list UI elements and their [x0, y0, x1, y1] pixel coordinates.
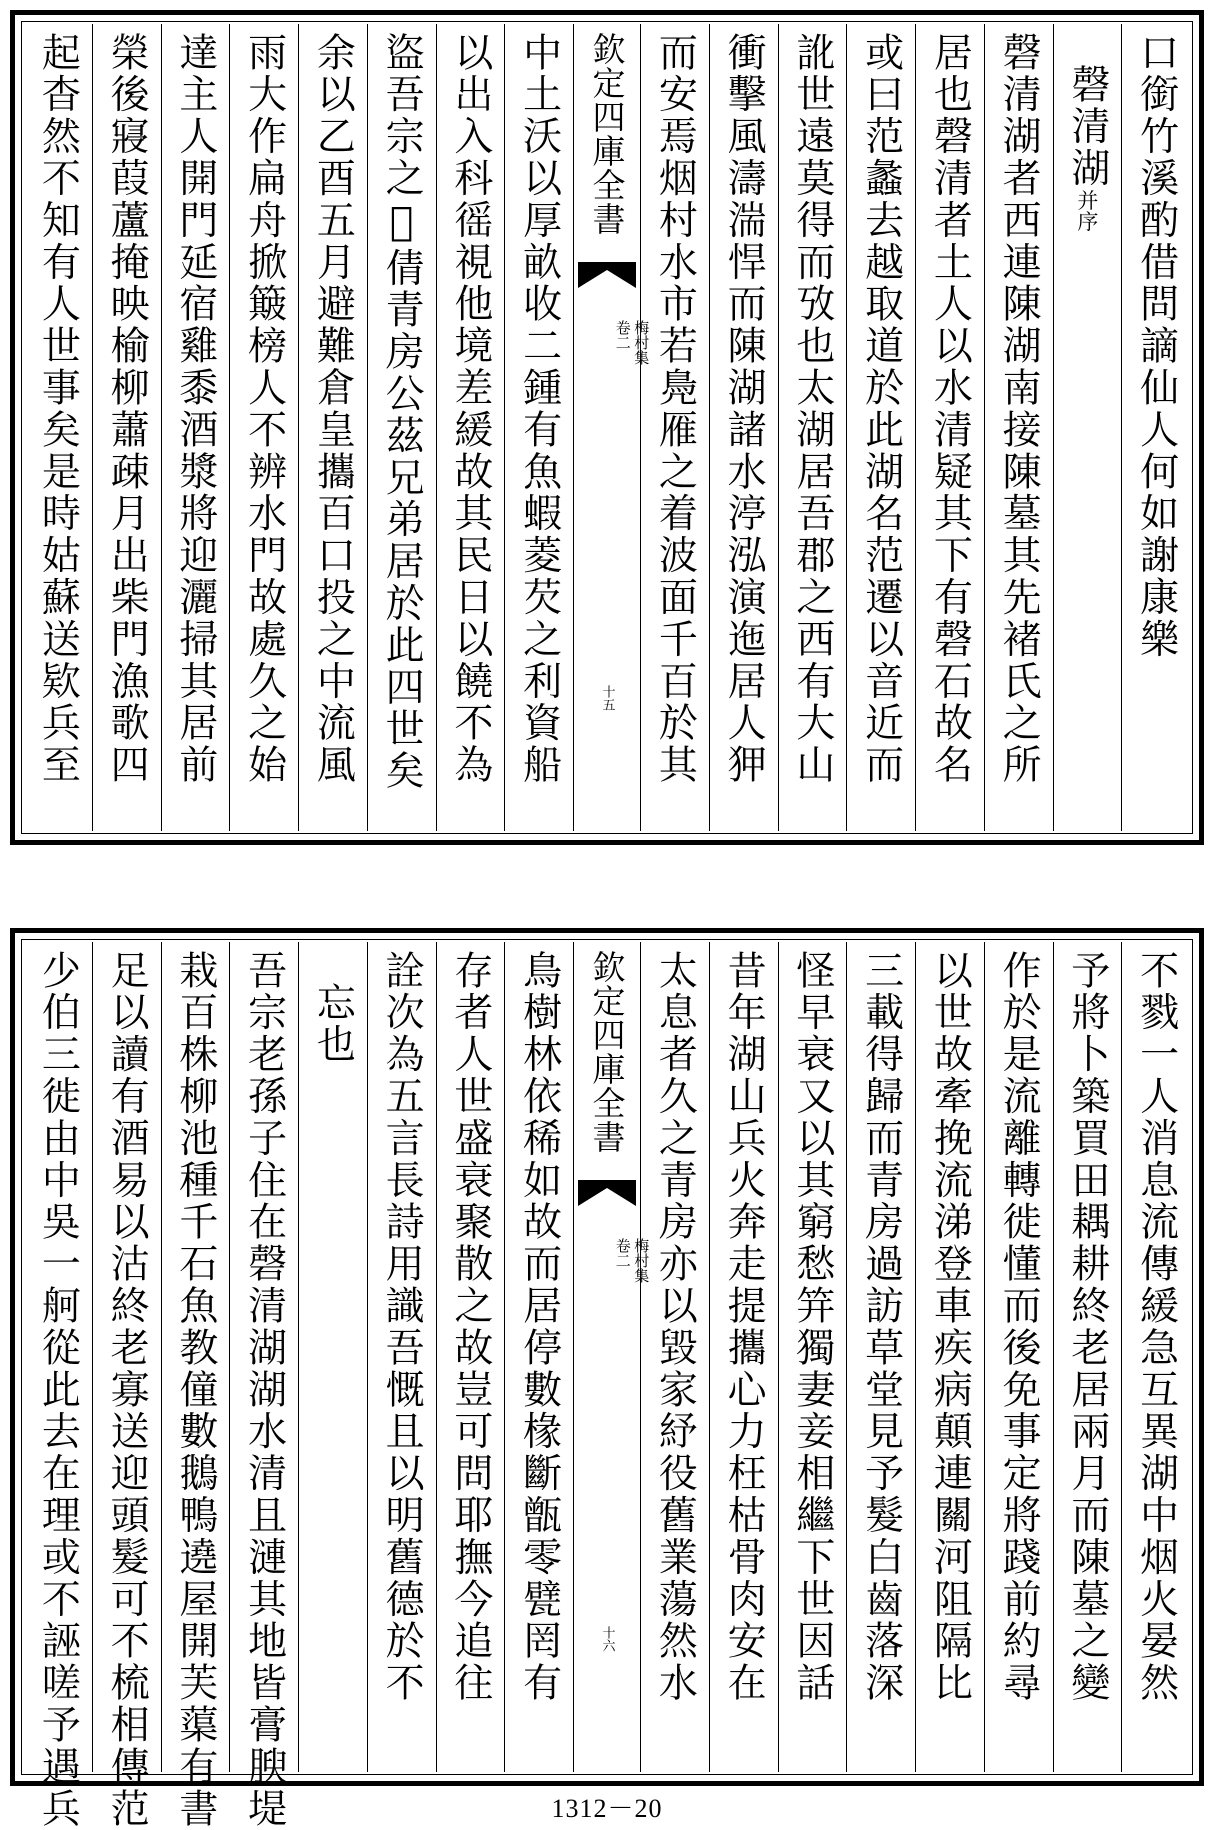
volume-number: 卷二 — [613, 320, 632, 350]
folio-number: 十六 — [599, 1626, 615, 1652]
text-column: 居也磬清者土人以水清疑其下有磬石故名 — [915, 24, 984, 831]
page-reference: 1312－20 — [551, 1794, 663, 1823]
text-column: 鳥樹林依稀如故而居停數椽斷甑零甓罔有 — [504, 942, 573, 1772]
poem-column: 吾宗老孫子住在磬清湖湖水清且漣其地皆膏腴堤 — [229, 942, 298, 1772]
poem-column: 少伯三徙由中吳一舸從此去在理或不誣嗟予遇兵 — [35, 950, 81, 1830]
text-column: 或曰范蠡去越取道於此湖名范遷以音近而 — [846, 24, 915, 831]
poem-title: 磬清湖并序 — [1064, 64, 1110, 232]
text-column: 以世故牽挽流涕登車疾病顛連關河阻隔比 — [915, 942, 984, 1772]
center-fold-column — [573, 24, 651, 831]
text-column: 口銜竹溪酌借問謫仙人何如謝康樂 — [1121, 24, 1190, 831]
text-column: 予將卜築買田耦耕終老居兩月而陳墓之變 — [1053, 942, 1122, 1772]
text-column: 余以乙酉五月避難倉皇攜百口投之中流風 — [298, 24, 367, 831]
poem-column: 栽百株柳池種千石魚教僮數鵝鴨遶屋開芙蕖有書 — [161, 942, 230, 1772]
text-column: 詮次為五言長詩用識吾慨且以明舊德於不 — [367, 942, 436, 1772]
volume-number: 卷二 — [613, 1238, 632, 1268]
text-column: 怪早衰又以其窮愁笄獨妻妾相繼下世因話 — [778, 942, 847, 1772]
text-column: 盜吾宗之𧼈倩青房公茲兄弟居於此四世矣 — [367, 24, 436, 831]
upper-page-columns — [24, 24, 1190, 831]
text-column: 忘也 — [298, 942, 367, 1772]
text-column: 中土沃以厚畝收二鍾有魚蝦菱芡之利資船 — [504, 24, 573, 831]
text-column: 存者人世盛衰聚散之故豈可問耶撫今追往 — [436, 942, 505, 1772]
folio-number: 十五 — [599, 685, 615, 711]
text-column: 昔年湖山兵火奔走提攜心力枉枯骨肉安在 — [709, 942, 778, 1772]
collection-name: 梅村集 — [632, 1238, 651, 1283]
collection-name: 梅村集 — [632, 320, 651, 365]
text-column: 而安焉烟村水市若鳧雁之着波面千百於其 — [640, 24, 709, 831]
text-column: 太息者久之青房亦以毀家紓役舊業蕩然水 — [640, 942, 709, 1772]
text-column: 三載得歸而青房過訪草堂見予髮白齒落深 — [846, 942, 915, 1772]
text-column: 衝擊風濤湍悍而陳湖諸水渟泓演迤居人狎 — [709, 24, 778, 831]
text-column: 榮後寢葭蘆掩映榆柳蕭疎月出柴門漁歌四 — [92, 24, 161, 831]
upper-page — [10, 10, 1204, 845]
book-title: 欽定四庫全書 — [587, 32, 627, 236]
text-column: 起杳然不知有人世事矣是時姑蘇送欵兵至 — [35, 32, 81, 787]
book-title: 欽定四庫全書 — [587, 950, 627, 1154]
fish-tail-mark-icon — [578, 1180, 636, 1206]
poem-column: 足以讀有酒易以沽終老寡送迎頭髮可不梳相傳范 — [92, 942, 161, 1772]
text-column: 不戮一人消息流傳緩急互異湖中烟火晏然 — [1121, 942, 1190, 1772]
text-column: 作於是流離轉徙懂而後免事定將踐前約尋 — [984, 942, 1053, 1772]
text-column: 雨大作扁舟掀簸榜人不辨水門故處久之始 — [229, 24, 298, 831]
poem-title-column — [1053, 24, 1122, 831]
center-fold-column — [573, 942, 651, 1772]
text-column: 磬清湖者西連陳湖南接陳墓其先褚氏之所 — [984, 24, 1053, 831]
text-column: 達主人開門延宿雞黍酒漿將迎灑掃其居前 — [161, 24, 230, 831]
volume-info — [565, 320, 650, 365]
poem-title-note: 并序 — [1074, 189, 1099, 232]
text-column: 以出入科徭視他境差緩故其民日以饒不為 — [436, 24, 505, 831]
fish-tail-mark-icon — [578, 262, 636, 288]
volume-info — [565, 1238, 650, 1283]
text-column: 訛世遠莫得而攷也太湖居吾郡之西有大山 — [778, 24, 847, 831]
